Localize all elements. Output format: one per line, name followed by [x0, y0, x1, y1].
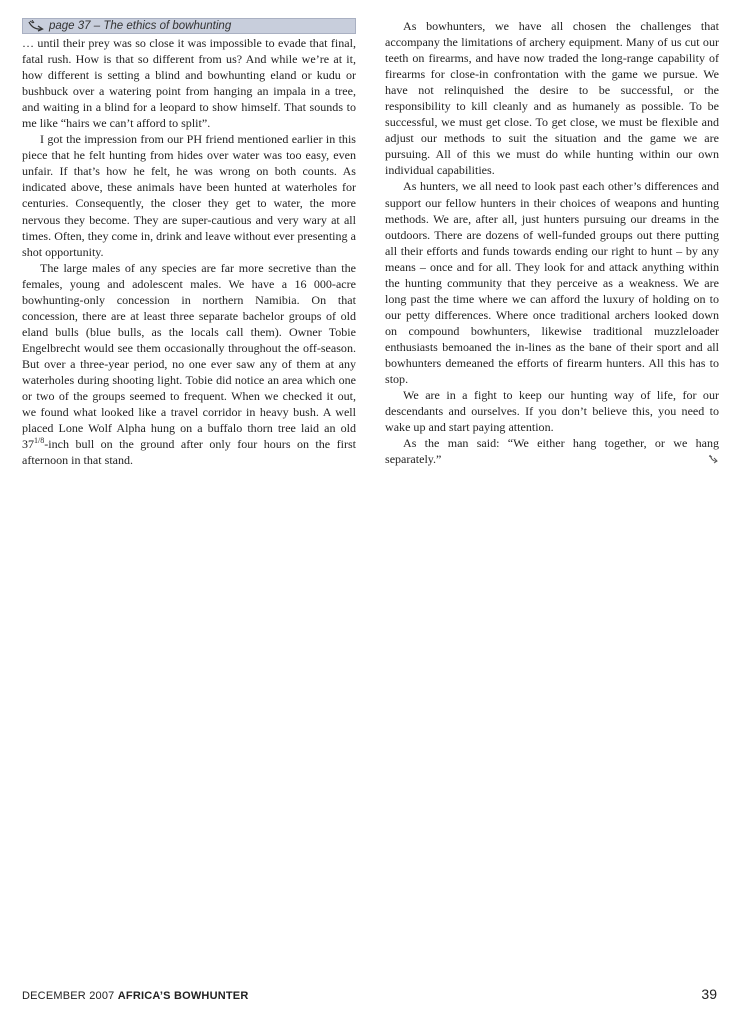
end-mark-icon: [707, 453, 719, 465]
body-paragraph: [22, 260, 356, 469]
right-column: [385, 18, 719, 467]
footer-magazine: AFRICA’S BOWHUNTER: [117, 990, 249, 1002]
body-paragraph: As bowhunters, we have all chosen the challenges that accompany the limitations of archery equipment. Many of us cut our teeth on firearms, and have now traded the long-range capability of firearms for close-in confrontation with the game we pursue. We have not relinquished the desire to be successful, or the responsibility to kill cleanly and as humanely as possible. To be successful, we must get close. To get close, we must be flexible and adjust our methods to suit the situation and the game we are pursuing. All of this we must do while hunting within our own individual capabilities.: [385, 19, 719, 178]
paragraph-text: As the man said: “We either hang together, or we hang separately.”: [385, 436, 719, 467]
paragraph-text: -inch bull on the ground after only four hours on the first afternoon in that stand.: [22, 437, 356, 468]
footer-issue: [22, 990, 248, 1002]
arrow-icon: [27, 20, 45, 32]
continuation-label: page 37 – The ethics of bowhunting: [49, 19, 232, 32]
continuation-header: [22, 18, 356, 34]
left-column: [22, 18, 356, 468]
body-paragraph: We are in a fight to keep our hunting way of life, for our descendants and ourselves. If you don’t believe this, you need to wake up and start paying attention.: [385, 388, 719, 435]
body-paragraph: I got the impression from our PH friend mentioned earlier in this piece that he felt hunting from hides over water was too easy, even unfair. If that’s how he felt, he was wrong on both counts. As indicated above, these animals have been hunted at waterholes for centuries. Consequently, the closer they get to water, the more nervous they become. They are super-cautious and very wary at all times. Often, they come in, drink and leave without ever presenting a shot opportunity.: [22, 132, 356, 259]
body-paragraph: [385, 435, 719, 467]
footer-date: DECEMBER 2007: [22, 990, 115, 1002]
fraction: 1/8: [34, 436, 45, 446]
page-number: 39: [701, 986, 717, 1002]
body-paragraph: … until their prey was so close it was impossible to evade that final, fatal rush. How is that so different from us? And while we’re at it, how different is setting a blind and bowhunting eland or kudu or bushbuck over a watering point from hanging an impala in a tree, and waiting in a blind for a leopard to show himself. That sounds to me like “hairs we can’t afford to split”.: [22, 36, 356, 131]
body-paragraph: As hunters, we all need to look past each other’s differences and support our fellow hunters in their choices of weapons and hunting methods. We are, after all, just hunters pursuing our dreams in the outdoors. There are dozens of well-funded groups out there putting all their efforts and funds towards ending our right to hunt – by any means – once and for all. They look for and attack anything within the hunting community that they perceive as a weakness. We are long past the time where we can afford the luxury of holding on to our petty differences. Where once traditional archers looked down on compound bowhunters, likewise traditional muzzleloader enthusiasts bemoaned the in-lines as the bane of their sport and all bowhunters demeaned the efforts of firearm hunters. All this has to stop.: [385, 179, 719, 387]
paragraph-text: The large males of any species are far more secretive than the females, young and adolescent males. We have a 16 000-acre bowhunting-only concession in northern Namibia. On that concession, there are at least three separate bachelor groups of old eland bulls (blue bulls, as the locals call them). Owner Tobie Engelbrecht would see them occasionally throughout the off-season. But over a three-year period, no one ever saw any of them at any waterholes during shooting light. Tobie did notice an area which one or two of the groups seemed to frequent. When we checked it out, we found what looked like a travel corridor in heavy bush. A well placed Lone Wolf Alpha hung on a buffalo thorn tree laid an old 37: [22, 260, 356, 452]
